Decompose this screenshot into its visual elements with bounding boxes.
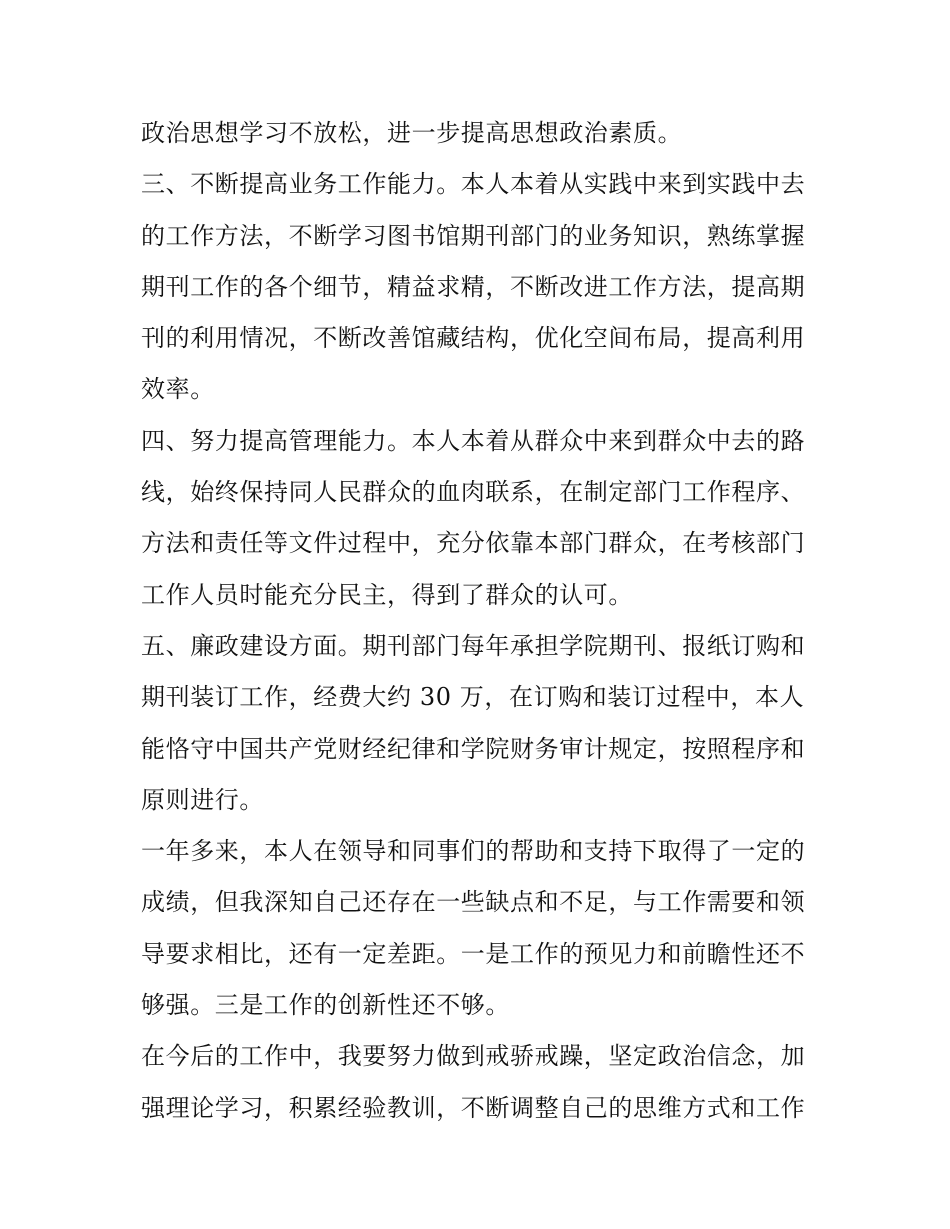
text-line-2: 三、不断提高业务工作能力。本人本着从实践中来到实践中去 bbox=[141, 170, 806, 199]
text-line-4: 期刊工作的各个细节，精益求精，不断改进工作方法，提高期 bbox=[141, 272, 806, 301]
text-line-6: 效率。 bbox=[141, 375, 215, 404]
text-line-9: 方法和责任等文件过程中，充分依靠本部门群众，在考核部门 bbox=[141, 529, 806, 558]
text-line-12: 期刊装订工作，经费大约 30 万，在订购和装订过程中，本人 bbox=[141, 683, 805, 712]
text-line-10: 工作人员时能充分民主，得到了群众的认可。 bbox=[141, 580, 633, 609]
text-line-14: 原则进行。 bbox=[141, 785, 264, 814]
text-line-17: 导要求相比，还有一定差距。一是工作的预见力和前瞻性还不 bbox=[141, 939, 806, 968]
text-line-11: 五、廉政建设方面。期刊部门每年承担学院期刊、报纸订购和 bbox=[141, 631, 806, 660]
text-line-13: 能恪守中国共产党财经纪律和学院财务审计规定，按照程序和 bbox=[141, 734, 806, 763]
text-line-3: 的工作方法，不断学习图书馆期刊部门的业务知识，熟练掌握 bbox=[141, 221, 806, 250]
text-line-7: 四、努力提高管理能力。本人本着从群众中来到群众中去的路 bbox=[141, 426, 806, 455]
text-line-5: 刊的利用情况，不断改善馆藏结构，优化空间布局，提高利用 bbox=[141, 324, 806, 353]
text-line-20: 强理论学习，积累经验教训，不断调整自己的思维方式和工作 bbox=[141, 1093, 806, 1122]
text-line-8: 线，始终保持同人民群众的血肉联系，在制定部门工作程序、 bbox=[141, 478, 806, 507]
document-body bbox=[141, 108, 821, 1134]
text-line-16: 成绩，但我深知自己还存在一些缺点和不足，与工作需要和领 bbox=[141, 888, 806, 917]
text-line-15: 一年多来，本人在领导和同事们的帮助和支持下取得了一定的 bbox=[141, 837, 806, 866]
text-line-19: 在今后的工作中，我要努力做到戒骄戒躁，坚定政治信念，加 bbox=[141, 1042, 806, 1071]
text-line-1: 政治思想学习不放松，进一步提高思想政治素质。 bbox=[141, 119, 683, 147]
text-line-18: 够强。三是工作的创新性还不够。 bbox=[141, 991, 510, 1020]
